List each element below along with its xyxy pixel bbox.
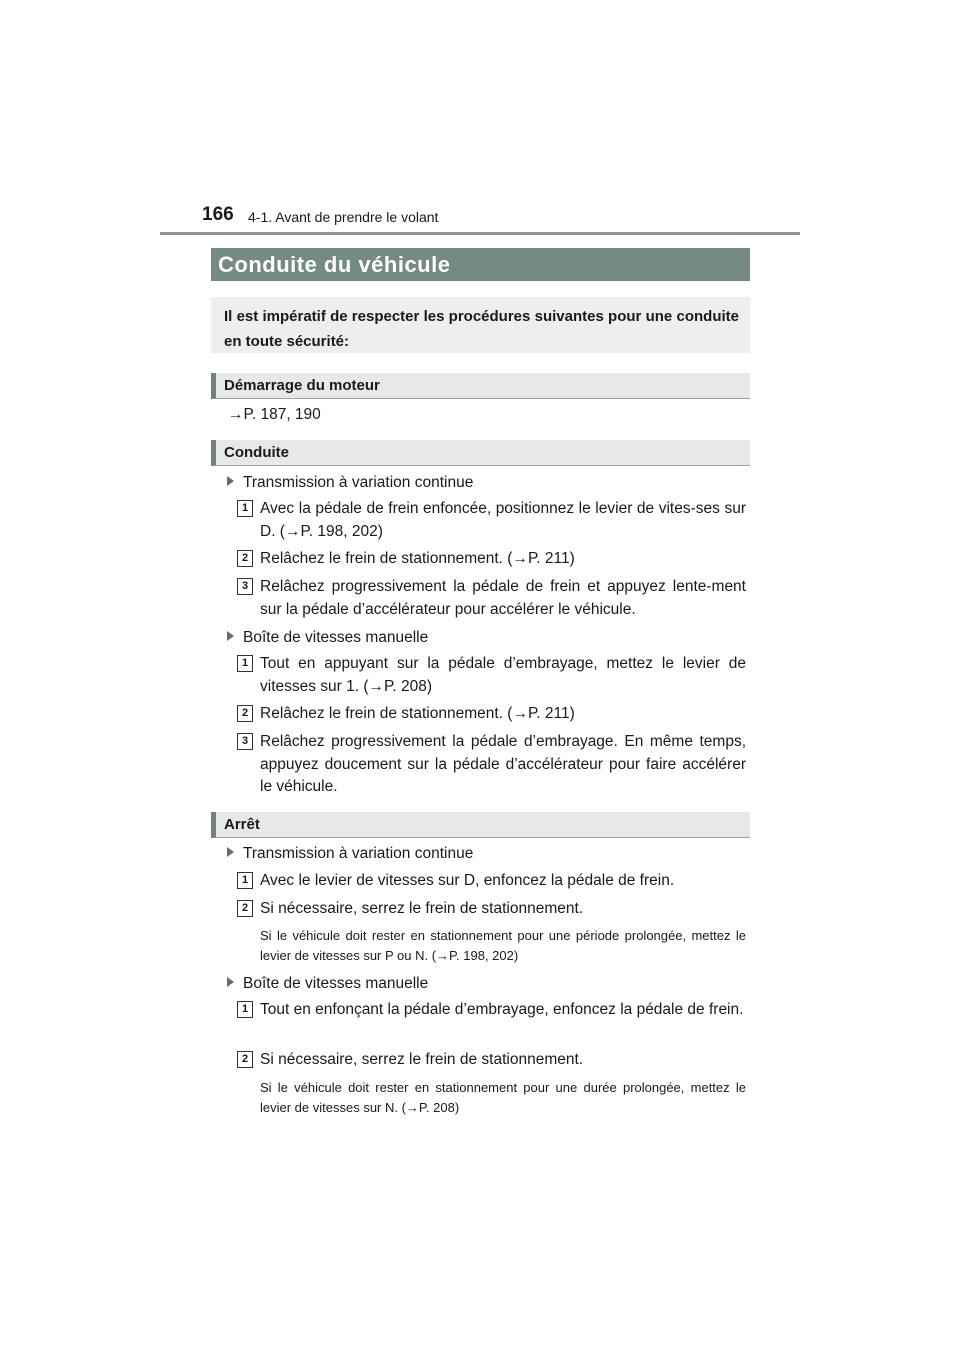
section-heading-demarrage: Démarrage du moteur: [211, 373, 750, 399]
section-heading-conduite: Conduite: [211, 440, 750, 466]
bullet-arret-cvt: [227, 843, 473, 865]
section-heading-arret: Arrêt: [211, 812, 750, 838]
step-number: 2: [237, 900, 253, 917]
triangle-bullet-icon: [227, 631, 234, 641]
step-number: 1: [237, 872, 253, 889]
triangle-bullet-icon: [227, 977, 234, 987]
page-title: Conduite du véhicule: [211, 248, 750, 281]
step-number: 2: [237, 550, 253, 567]
bullet-label: Boîte de vitesses manuelle: [243, 975, 429, 992]
step-number: 3: [237, 578, 253, 595]
bullet-arret-manual: [227, 973, 428, 995]
bullet-conduite-manual: [227, 627, 428, 649]
chapter-title: 4-1. Avant de prendre le volant: [248, 209, 439, 225]
step-text: Tout en appuyant sur la pédale d’embrayage, mettez le levier de vitesses sur 1. (→P. 208): [260, 655, 746, 695]
step-text: Si nécessaire, serrez le frein de stationnement.: [260, 1051, 584, 1068]
step-text: Tout en enfonçant la pédale d’embrayage, enfoncez la pédale de frein.: [260, 1001, 744, 1018]
step-text: Si nécessaire, serrez le frein de stationnement.: [260, 900, 584, 917]
step-number: 1: [237, 655, 253, 672]
step-number: 3: [237, 733, 253, 750]
step-number: 2: [237, 1051, 253, 1068]
step-number: 1: [237, 1001, 253, 1018]
triangle-bullet-icon: [227, 847, 234, 857]
step-text: Avec la pédale de frein enfoncée, positionnez le levier de vites-ses sur D. (→P. 198, 202): [260, 500, 746, 540]
bullet-label: Boîte de vitesses manuelle: [243, 629, 429, 646]
step-text: Relâchez le frein de stationnement. (→P. 211): [260, 550, 575, 567]
step-text: Relâchez le frein de stationnement. (→P. 211): [260, 705, 575, 722]
note-text: Si le véhicule doit rester en stationnement pour une période prolongée, mettez le levier de vitesses sur P ou N. (→P. 198, 202): [260, 928, 746, 963]
step-text: Relâchez progressivement la pédale de frein et appuyez lente-ment sur la pédale d’accélérateur pour accélérer le véhicule.: [260, 578, 746, 618]
page-header: [160, 198, 800, 234]
bullet-label: Transmission à variation continue: [243, 845, 474, 862]
triangle-bullet-icon: [227, 476, 234, 486]
bullet-conduite-cvt: [227, 472, 473, 494]
step-text: Avec le levier de vitesses sur D, enfoncez la pédale de frein.: [260, 872, 675, 889]
intro-box: Il est impératif de respecter les procédures suivantes pour une conduite en toute sécurité:: [211, 297, 750, 353]
step-text: Relâchez progressivement la pédale d’embrayage. En même temps, appuyez doucement sur la pédale d’accélérateur pour faire accélérer le véhicule.: [260, 733, 746, 795]
note-text: Si le véhicule doit rester en stationnement pour une durée prolongée, mettez le levier de vitesses sur N. (→P. 208): [260, 1080, 746, 1115]
reference-demarrage: →P. 187, 190: [228, 406, 321, 423]
step-number: 2: [237, 705, 253, 722]
page-number: 166: [202, 204, 234, 225]
header-rule: [160, 232, 800, 235]
step-number: 1: [237, 500, 253, 517]
bullet-label: Transmission à variation continue: [243, 474, 474, 491]
